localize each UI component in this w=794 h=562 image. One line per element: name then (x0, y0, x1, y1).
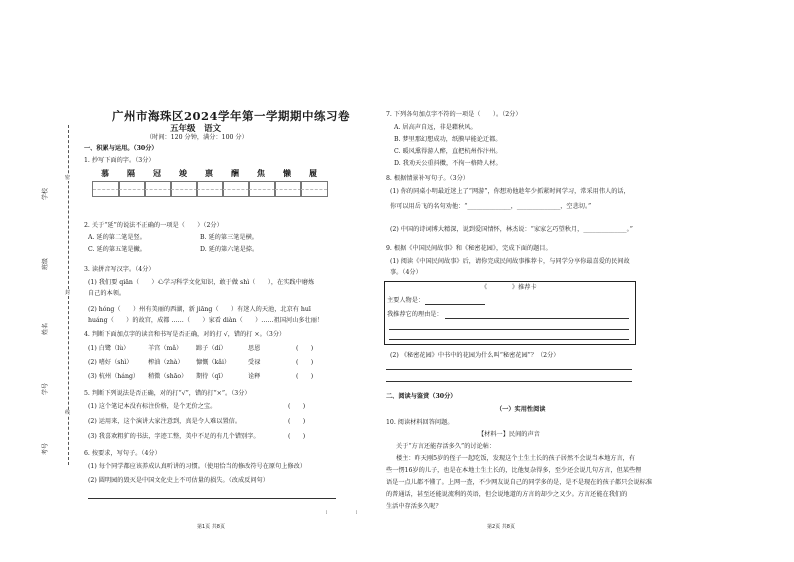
q8-stem: 8. 根据情景补写句子。（3分） (386, 175, 469, 182)
recommend-card (384, 281, 636, 345)
q4-cell: 诠释 (248, 373, 261, 380)
q6-item: (2) 圆明园的毁灭是中国文化史上不可估量的损失。（改成反问句） (88, 477, 269, 484)
writing-grid-cell[interactable] (248, 181, 276, 197)
q8-line: (1) 你的同桌小明最近迷上了“网游”，你想劝他趁年少抓紧时间学习，常采用伟人的话， (390, 188, 630, 195)
q4-stem: 4. 判断下面加点字的读音和书写是否正确，对的打 √，错的打 ×。（3分） (84, 331, 286, 338)
section2-subheading: （一）实用性阅读 (496, 406, 546, 413)
q5-item: (1) 这个笔记本没有标注价格，是个无价之宝。 (88, 403, 217, 410)
recommend-card-title[interactable]: 《 》推荐卡 (481, 284, 537, 291)
q7-option-d[interactable]: D. 我劝天公重抖擞，不拘一格降人材。 (394, 160, 502, 167)
page-footer-left: 第1页 共8页 (197, 524, 225, 530)
material-title: 【材料一】民间的声音 (478, 431, 540, 438)
section2-heading: 二、阅读与鉴赏（30分） (386, 393, 457, 400)
card-reason-line[interactable] (445, 318, 629, 319)
q7-stem: 7. 下列各句加点字不符的一项是（ ）。（2分） (386, 111, 522, 118)
q4-answer-box[interactable]: ( ) (296, 345, 314, 352)
seal-char-2: 封 (65, 290, 71, 296)
q7-option-a[interactable]: A. 居高声自远，非是藉秋风。 (394, 124, 477, 131)
exam-title: 广州市海珠区2024学年第一学期期中练习卷 (112, 109, 351, 123)
q4-cell: 受禄 (248, 359, 261, 366)
exam-subtitle: 五年级 语文 (170, 124, 222, 134)
writing-grid-cell[interactable] (144, 181, 172, 197)
q3-line: (1) 我们要 qiān（ ）心学习科学文化知识，敢于做 shì（ ），在实践中磨炼 (88, 279, 315, 286)
q5-item: (2) 运用来，这个演讲大家注意到，真是令人难以置信。 (88, 418, 242, 425)
q2-option-c[interactable]: C. 延的第五笔是撇。 (88, 246, 146, 253)
writing-grid-cell[interactable] (92, 181, 120, 197)
material-body-line: 的普通话，甚至还能说流利的英语，但会说地道的方言的却少之又少。方言还能在我们的 (386, 491, 628, 498)
q4-cell: (3) 杭州（háng） (88, 373, 140, 380)
q5-answer-box[interactable]: ( ) (288, 433, 306, 440)
q7-option-c[interactable]: C. 暖风熏得游人醉，直把杭州作汴州。 (394, 148, 502, 155)
exam-info: （时间：120 分钟，满分：100 分） (146, 134, 248, 141)
q9-sub1: (1) 阅读《中国民间故事》后，请你完成民间故事推荐卡，与同学分享你最喜爱的民间故 (390, 258, 630, 265)
q4-answer-box[interactable]: ( ) (296, 373, 314, 380)
material-body-line: 语是一点儿都不懂了。上网一查，不少网友说自己的同学多的是，是不是现在的孩子都只会说标准 (386, 479, 653, 486)
material-body-line: 些一愣16岁的儿子，也是在本地土生土长的，比他复杂得多，至少还会说几句方言，但某些俚 (386, 467, 642, 474)
card-main-character-label: 主要人物是： (387, 297, 425, 304)
q10-stem: 10. 阅读材料回答问题。 (386, 419, 454, 426)
q4-cell: 稍微（shāo） (148, 373, 188, 380)
material-body-line: 楼主：昨天刚5岁的侄子一起吃饭，发现这个土生土长的孩子居然不会说当本地方言，有 (396, 455, 636, 462)
q6-item: (1) 每个同学都应该养成认真听讲的习惯。（使用恰当的修改符号在原句上修改） (88, 463, 307, 470)
q8-line[interactable]: 你可以用岳飞的名句劝他：“______________，______________，空悲切。” (390, 203, 592, 210)
q6-answer-line[interactable] (88, 498, 336, 499)
binding-label-student-id: 学号 (42, 382, 49, 395)
copy-char: 焦 (257, 168, 265, 178)
card-reason-line[interactable] (389, 339, 629, 340)
writing-grid-cell[interactable] (274, 181, 302, 197)
copy-char-row (92, 168, 326, 196)
card-main-character-line[interactable] (425, 304, 485, 305)
q8-line[interactable]: (2) 中国的诗词博大精深，说到爱国情怀，林杰说：“家家乞巧望秋月，______________。” (390, 226, 633, 233)
q4-cell: 蹄子（dí） (196, 345, 227, 352)
writing-grid-cell[interactable] (170, 181, 198, 197)
q5-answer-box[interactable]: ( ) (288, 403, 306, 410)
copy-char: 隔 (127, 168, 135, 178)
q5-item: (3) 我喜欢粗犷的书法，字迹工整，美中不足的有几个错别字。 (88, 433, 260, 440)
writing-grid-cell[interactable] (300, 181, 328, 197)
q5-stem: 5. 判断下列说法是否正确，对的打“√”，错的打“×”。（3分） (84, 390, 251, 397)
copy-char: 履 (309, 168, 317, 178)
writing-grid-cell[interactable] (222, 181, 250, 197)
material-intro: 关于“方言还能存活多久”的讨论帖： (396, 443, 496, 450)
card-reason-label: 我推荐它的理由是： (387, 311, 443, 318)
page-footer-right: 第2页 共8页 (487, 524, 515, 530)
q4-cell: (1) 白鹭（lù） (88, 345, 130, 352)
q4-cell: 榨油（zhà） (148, 359, 184, 366)
fold-mark-icon: ⁞ (326, 510, 328, 516)
q7-option-b[interactable]: B. 梦里那幻想成功，纸膜早能论迁都。 (394, 136, 502, 143)
q9-sub1b: 事。（4分） (390, 269, 422, 276)
fold-mark-icon: ⁞ (356, 510, 358, 516)
binding-label-class: 班级 (42, 257, 49, 270)
q3-line: (2) hóng（ ）州有美丽的西湖，新 jiāng（ ）有迷人的天池，北京有 huī (88, 306, 311, 313)
q4-cell: 期待（qī） (196, 373, 227, 380)
q2-option-d[interactable]: D. 延的第六笔是捺。 (200, 246, 259, 253)
copy-char: 酬 (231, 168, 239, 178)
writing-grid-cell[interactable] (196, 181, 224, 197)
copy-char: 冠 (153, 168, 161, 178)
q9-answer-line[interactable] (386, 369, 632, 370)
q6-stem: 6. 按要求，写句子。（4分） (84, 450, 161, 457)
q3-stem: 3. 读拼音写汉字。（4分） (84, 266, 155, 273)
copy-char: 懒 (283, 168, 291, 178)
binding-label-school: 学校 (42, 187, 49, 200)
q2-option-b[interactable]: B. 延的第三笔是横。 (200, 234, 258, 241)
q4-cell: (2) 嗜好（shì） (88, 359, 133, 366)
q9-sub2: (2) 《秘密花园》中书中的花园为什么叫“秘密花园”？（2分） (390, 352, 560, 359)
writing-grid-cell[interactable] (118, 181, 146, 197)
q9-stem: 9. 根据《中国民间故事》和《秘密花园》，完成下面的题目。 (386, 245, 552, 252)
q3-line: 自己的本领。 (88, 290, 126, 297)
q4-cell: 羊宫（mǎ） (148, 345, 183, 352)
q4-cell: 思恩 (248, 345, 261, 352)
copy-char: 禀 (205, 168, 213, 178)
q5-answer-box[interactable]: ( ) (288, 418, 306, 425)
seal-char-3: 线 (65, 410, 71, 416)
section1-heading: 一、积累与运用。（30分） (84, 145, 158, 152)
copy-char: 竣 (179, 168, 187, 178)
material-body-line: 生活中存活多久呢？ (386, 503, 442, 510)
seal-char-1: 密 (65, 175, 71, 181)
q9-answer-line[interactable] (386, 381, 632, 382)
q3-line: huáng（ ）的故宫，成都 ……（ ）家看 diàn（ ）……祖国河山多壮丽！ (88, 317, 324, 324)
q1-stem: 1. 抄写下面的字。（3分） (84, 157, 155, 164)
card-reason-line[interactable] (389, 329, 629, 330)
copy-char: 慕 (101, 168, 109, 178)
binding-label-name: 姓名 (42, 322, 49, 335)
q4-answer-box[interactable]: ( ) (296, 359, 314, 366)
q2-stem: 2. 关于“延”的说法不正确的一项是（ ）（2分） (84, 222, 223, 229)
binding-label-exam-id: 考号 (42, 442, 49, 455)
q2-option-a[interactable]: A. 延的第二笔是竖。 (88, 234, 146, 241)
q4-cell: 慷慨（kǎi） (196, 359, 231, 366)
